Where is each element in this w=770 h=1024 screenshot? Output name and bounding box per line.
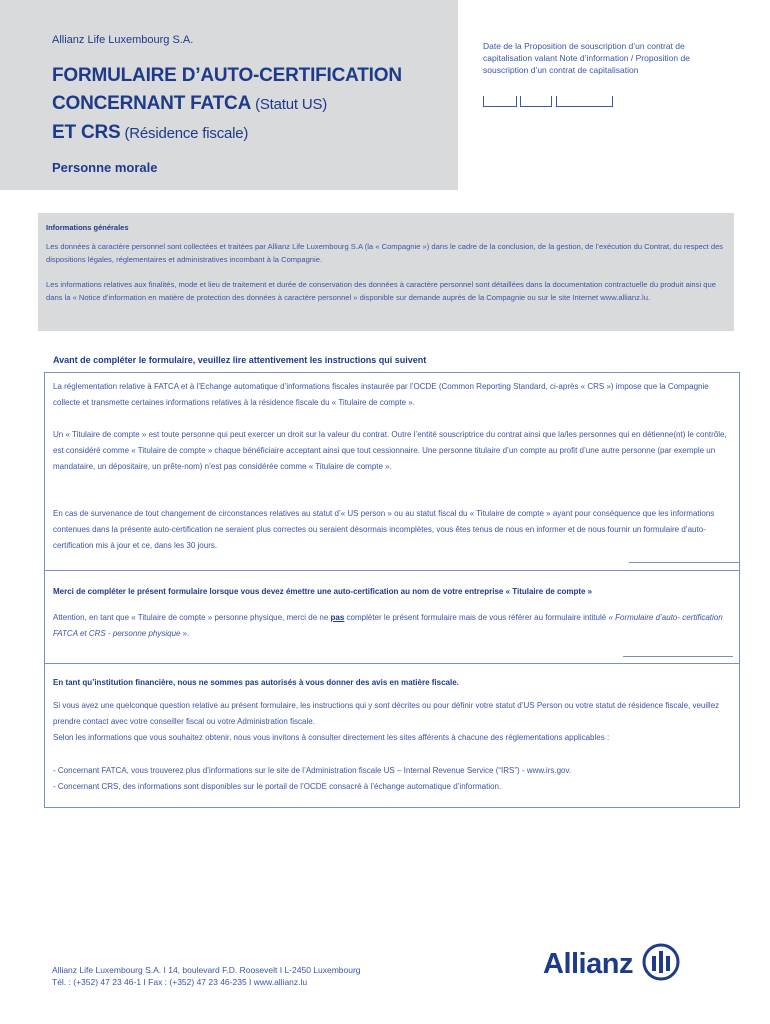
institution-notice: En tant qu’institution financière, nous ne sommes pas autorisés à vous donner des avis en matière fiscale.	[53, 678, 459, 687]
date-day-field[interactable]	[483, 96, 517, 107]
title-line-3	[52, 119, 462, 148]
instructions-box	[44, 372, 740, 808]
allianz-eagle-icon	[641, 942, 681, 987]
general-info-paragraph: Les données à caractère personnel sont collectées et traitées par Allianz Life Luxembourg S.A (la « Compagnie ») dans le cadre de la conclusion, de la gestion, de l’exécution du Contrat, du respect des dispositions légales, réglementaires et administratives incombant à la Compagnie.	[46, 242, 724, 264]
header-panel	[0, 0, 458, 190]
general-info-paragraph: Les informations relatives aux finalités, mode et lieu de traitement et durée de conservation des données à caractère personnel sont détaillées dans la documentation contractuelle du produit ainsi que dans la « Notice d’information en matière de protection des données à caractère personnel » disponible sur demande auprès de la Compagnie ou sur le site Internet www.allianz.lu.	[46, 280, 716, 302]
instructions-paragraph: Selon les informations que vous souhaitez obtenir, nous vous invitons à consulter directement les sites afférents à chacune des réglementations applicables :	[53, 733, 610, 742]
title-line-1: FORMULAIRE D’AUTO-CERTIFICATION	[52, 65, 402, 86]
footer-address	[52, 964, 361, 988]
title-fatca: CONCERNANT FATCA	[52, 93, 252, 114]
crs-link-line: - Concernant CRS, des informations sont disponibles sur le portail de l’OCDE consacré à l’échange automatique d’information.	[53, 782, 502, 791]
merci-notice: Merci de compléter le présent formulaire lorsque vous devez émettre une auto-certification au nom de votre entreprise « Titulaire de compte »	[53, 587, 593, 596]
divider	[45, 570, 739, 571]
divider	[629, 562, 739, 563]
instructions-paragraph: Si vous avez une quelconque question relative au présent formulaire, les instructions qui y sont décrites ou pour définir votre statut d’US Person ou votre statut de résidence fiscale, veuillez prendre contact avec votre conseiller fiscal ou votre Administration fiscale.	[53, 701, 720, 726]
attention-text: .	[187, 629, 190, 638]
allianz-logo	[543, 942, 681, 987]
fatca-link-line: - Concernant FATCA, vous trouverez plus d’informations sur le site de l’Administration fiscale US – Internal Revenue Service (“IRS”) - www.irs.gov.	[53, 766, 572, 775]
instructions-heading: Avant de compléter le formulaire, veuillez lire attentivement les instructions qui suivent	[53, 355, 427, 365]
company-name: Allianz Life Luxembourg S.A.	[52, 34, 194, 46]
general-info-title: Informations générales	[46, 223, 129, 232]
divider	[45, 663, 739, 664]
date-label: Date de la Proposition de souscription d’un contrat de capitalisation valant Note d’information / Proposition de souscription d’un contrat de capitalisation	[483, 41, 690, 75]
title-crs-sub: (Résidence fiscale)	[120, 125, 249, 142]
attention-form-title: « Formulaire d’auto- certification FATCA et CRS - personne physique »	[53, 613, 723, 638]
date-year-field[interactable]	[556, 96, 613, 107]
footer-line-2: Tél. : (+352) 47 23 46-1 I Fax : (+352) 47 23 46-235 I www.allianz.lu	[52, 977, 308, 987]
attention-emphasis: pas	[330, 613, 345, 622]
general-info-panel	[38, 213, 734, 331]
logo-text: Allianz	[543, 948, 633, 980]
title-crs: ET CRS	[52, 122, 121, 143]
form-subtitle: Personne morale	[52, 160, 158, 175]
divider	[623, 656, 733, 657]
instructions-paragraph: En cas de survenance de tout changement de circonstances relatives au statut d’« US person » ou au statut fiscal du « Titulaire de compte » ayant pour conséquence que les informations contenues dans la présente auto-certification ne seraient plus correctes ou seraient désormais incomplètes, vous êtes tenus de nous en informer et de nous fournir un formulaire d’auto-certification mis à jour et ce, dans les 30 jours.	[53, 509, 715, 550]
instructions-paragraph: La réglementation relative à FATCA et à l’Echange automatique d’informations fiscales instaurée par l’OCDE (Common Reporting Standard, ci-après « CRS ») impose que la Compagnie collecte et transmette certaines informations relatives à la résidence fiscale du « Titulaire de compte ».	[53, 382, 709, 407]
attention-text: Attention, en tant que « Titulaire de compte » personne physique, merci de ne	[53, 613, 331, 622]
date-month-field[interactable]	[520, 96, 552, 107]
attention-notice	[53, 610, 733, 642]
footer-line-1: Allianz Life Luxembourg S.A. I 14, boulevard F.D. Roosevelt I L-2450 Luxembourg	[52, 965, 361, 975]
title-line-2	[52, 90, 462, 119]
attention-text: compléter le présent formulaire mais de vous référer au formulaire intitulé	[344, 613, 609, 622]
title-fatca-sub: (Statut US)	[251, 96, 328, 113]
form-title	[52, 62, 462, 148]
instructions-paragraph: Un « Titulaire de compte » est toute personne qui peut exercer un droit sur la valeur du contrat. Outre l’entité souscriptrice du contrat ainsi que la/les personnes qui en détienne(nt) le contrôle, est considéré comme « Titulaire de compte » chaque bénéficiaire acceptant ainsi que tout cessionnaire. Une personne titulaire d’un compte au profit d’une autre personne (par exemple un mandataire, un dépositaire, un prête-nom) n’est pas considérée comme « Titulaire de compte ».	[53, 430, 727, 471]
